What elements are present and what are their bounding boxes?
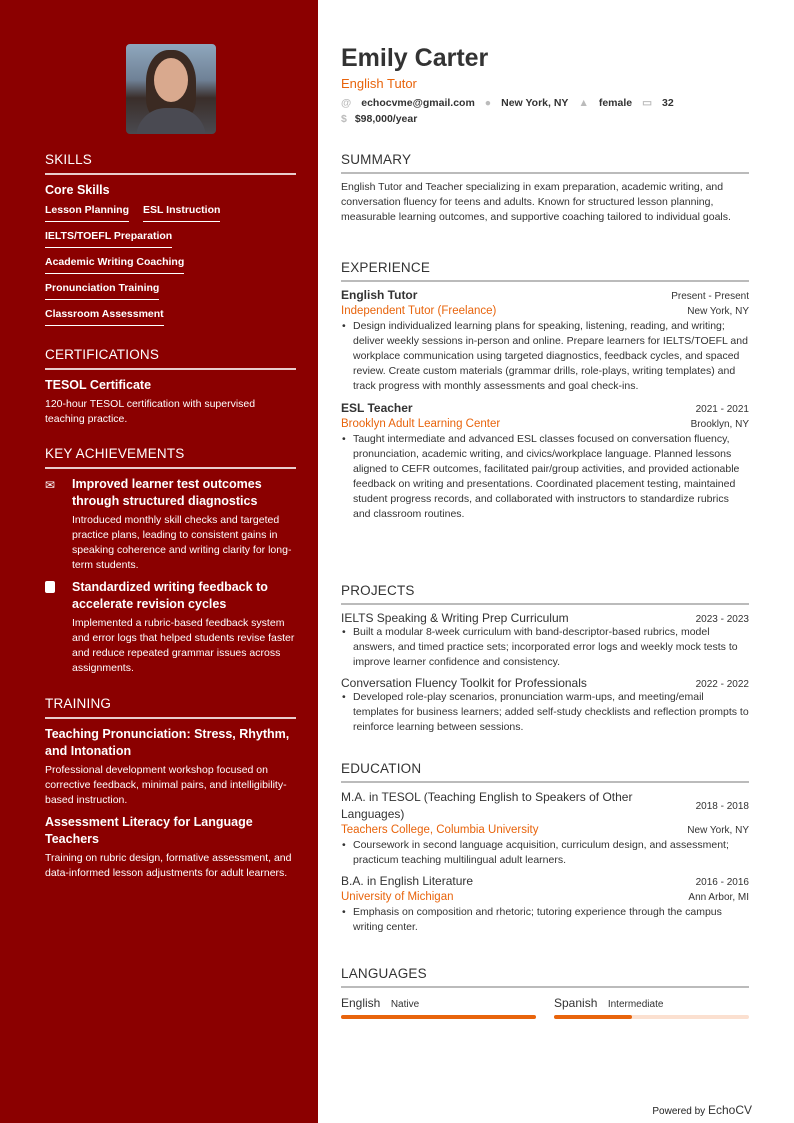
training-desc: Professional development workshop focused on corrective feedback, minimal pairs, and intelligibility-based instruction. [45,764,287,806]
languages-section [341,966,749,1019]
projects-section [341,583,749,735]
age: 32 [662,97,674,109]
section-heading: LANGUAGES [341,966,749,988]
location: New York, NY [687,825,749,836]
bullet: • Built a modular 8-week curriculum with band-descriptor-based rubrics, model answers, and timed practice sets; incorporated error logs and weekly mock tests to improve learner confidence and consistency. [341,625,749,670]
skill-group-title: Core Skills [45,183,110,197]
bullet: • Taught intermediate and advanced ESL classes focused on conversation fluency, pronunciation, academic writing, and civics/workplace language. Planned lessons aligned to CEFR outcomes, facilitated pair/group activities, and provided actionable feedback on writing and presentations. Coordinated placement testing, maintained student progress records, and collaborated with instructors to standardize rubrics and classroom routines. [341,432,749,522]
salary-icon: $ [341,113,347,125]
section-heading: SUMMARY [341,152,749,174]
training-title: Assessment Literacy for Language Teachers [45,815,253,846]
cert-name: TESOL Certificate [45,378,152,392]
education-section [341,761,749,935]
experience-section [341,260,749,522]
bullet: • Emphasis on composition and rhetoric; tutoring experience through the campus writing center. [341,905,749,935]
language-name: Spanish [554,996,598,1010]
project-name: IELTS Speaking & Writing Prep Curriculum [341,611,569,625]
section-heading: PROJECTS [341,583,749,605]
experience-item [341,401,749,522]
school: Teachers College, Columbia University [341,824,539,836]
calendar-icon: ▭ [642,97,653,109]
skills-section [45,152,296,331]
location: Ann Arbor, MI [688,892,749,903]
email-icon: @ [341,97,352,109]
location: New York, NY [501,97,569,109]
achievement-desc: Implemented a rubric-based feedback system and error logs that helped students revise faster and reduce repeated grammar issues across assignments. [72,617,295,674]
section-heading: EDUCATION [341,761,749,783]
language-bar-fill [554,1015,632,1019]
language-item [341,994,536,1019]
skill-tag: ESL Instruction [143,201,220,222]
organization: Independent Tutor (Freelance) [341,305,497,317]
salary: $98,000/year [354,113,418,125]
language-name: English [341,996,381,1010]
gender: female [598,97,633,109]
project-name: Conversation Fluency Toolkit for Professionals [341,676,587,690]
bullet: • Design individualized learning plans for speaking, listening, reading, and writing; deliver weekly sessions in-person and online. Prepare learners for IELTS/TOEFL and workplace communication using targeted diagnostics, feedback cycles, and spaced review. Create custom materials (grammar drills, role-plays, writing templates) and track progress with monthly assessments and goal check-ins. [341,319,749,394]
language-level: Intermediate [607,999,664,1010]
degree: B.A. in English Literature [341,874,474,888]
job-title: English Tutor [341,76,417,91]
certifications-section [45,347,296,427]
achievements-section [45,446,296,682]
achievement-item [45,579,296,676]
skill-tag: Lesson Planning [45,201,129,222]
profile-photo [126,44,216,134]
role: ESL Teacher [341,401,413,415]
dates: 2016 - 2016 [695,877,749,888]
language-bar-fill [341,1015,536,1019]
section-heading: SKILLS [45,152,296,175]
role: English Tutor [341,288,418,302]
achievement-title: Improved learner test outcomes through structured diagnostics [72,477,262,508]
training-section [45,696,296,881]
achievement-item [45,476,296,573]
experience-item [341,288,749,394]
summary-section [341,152,749,225]
brand: EchoCV [707,1103,752,1117]
section-heading: TRAINING [45,696,296,719]
dates: 2021 - 2021 [695,404,749,415]
user-icon: ▲ [578,97,589,109]
candidate-name: Emily Carter [341,44,489,72]
location: New York, NY [687,306,749,317]
bullet: • Coursework in second language acquisition, curriculum design, and assessment; practicum teaching multilingual adult learners. [341,838,749,868]
organization: Brooklyn Adult Learning Center [341,418,501,430]
skill-tag: Classroom Assessment [45,305,164,326]
summary-text: English Tutor and Teacher specializing in exam preparation, academic writing, and conversation fluency for teens and adults. Known for structured lesson planning, measurable learning outcomes, and supportive coaching tailored to individual goals. [341,181,731,223]
section-heading: KEY ACHIEVEMENTS [45,446,296,469]
school: University of Michigan [341,891,454,903]
achievement-desc: Introduced monthly skill checks and targeted practice plans, leading to consistent gains in speaking coherence and writing clarity for long-term students. [72,514,292,571]
powered-by: Powered by [652,1106,706,1117]
degree: M.A. in TESOL (Teaching English to Speakers of Other Languages) [341,790,633,821]
sidebar [0,0,318,1123]
section-heading: EXPERIENCE [341,260,749,282]
training-title: Teaching Pronunciation: Stress, Rhythm, and Intonation [45,727,290,758]
header [341,44,749,125]
language-bar [341,1015,536,1019]
clipboard-icon [45,579,60,676]
footer [652,1103,752,1117]
dates: 2022 - 2022 [695,679,749,690]
section-heading: CERTIFICATIONS [45,347,296,370]
dates: 2018 - 2018 [695,800,749,812]
envelope-open-icon: ✉ [45,478,56,492]
email: echocvme@gmail.com [361,97,475,109]
language-level: Native [390,999,420,1010]
dates: Present - Present [671,291,749,302]
location-icon: ● [484,97,492,109]
language-item [554,994,749,1019]
dates: 2023 - 2023 [695,614,749,625]
skill-tag: Pronunciation Training [45,279,159,300]
achievement-title: Standardized writing feedback to accelerate revision cycles [72,580,268,611]
bullet: • Developed role-play scenarios, pronunciation warm-ups, and meeting/email templates for business learners; added self-study checklists and reflection prompts to reinforce learning between sessions. [341,690,749,735]
skill-tag: Academic Writing Coaching [45,253,184,274]
language-bar [554,1015,749,1019]
training-desc: Training on rubric design, formative assessment, and data-informed lesson adjustments for adult learners. [45,852,292,879]
cert-desc: 120-hour TESOL certification with supervised teaching practice. [45,398,256,425]
location: Brooklyn, NY [690,419,749,430]
skill-tag: IELTS/TOEFL Preparation [45,227,172,248]
